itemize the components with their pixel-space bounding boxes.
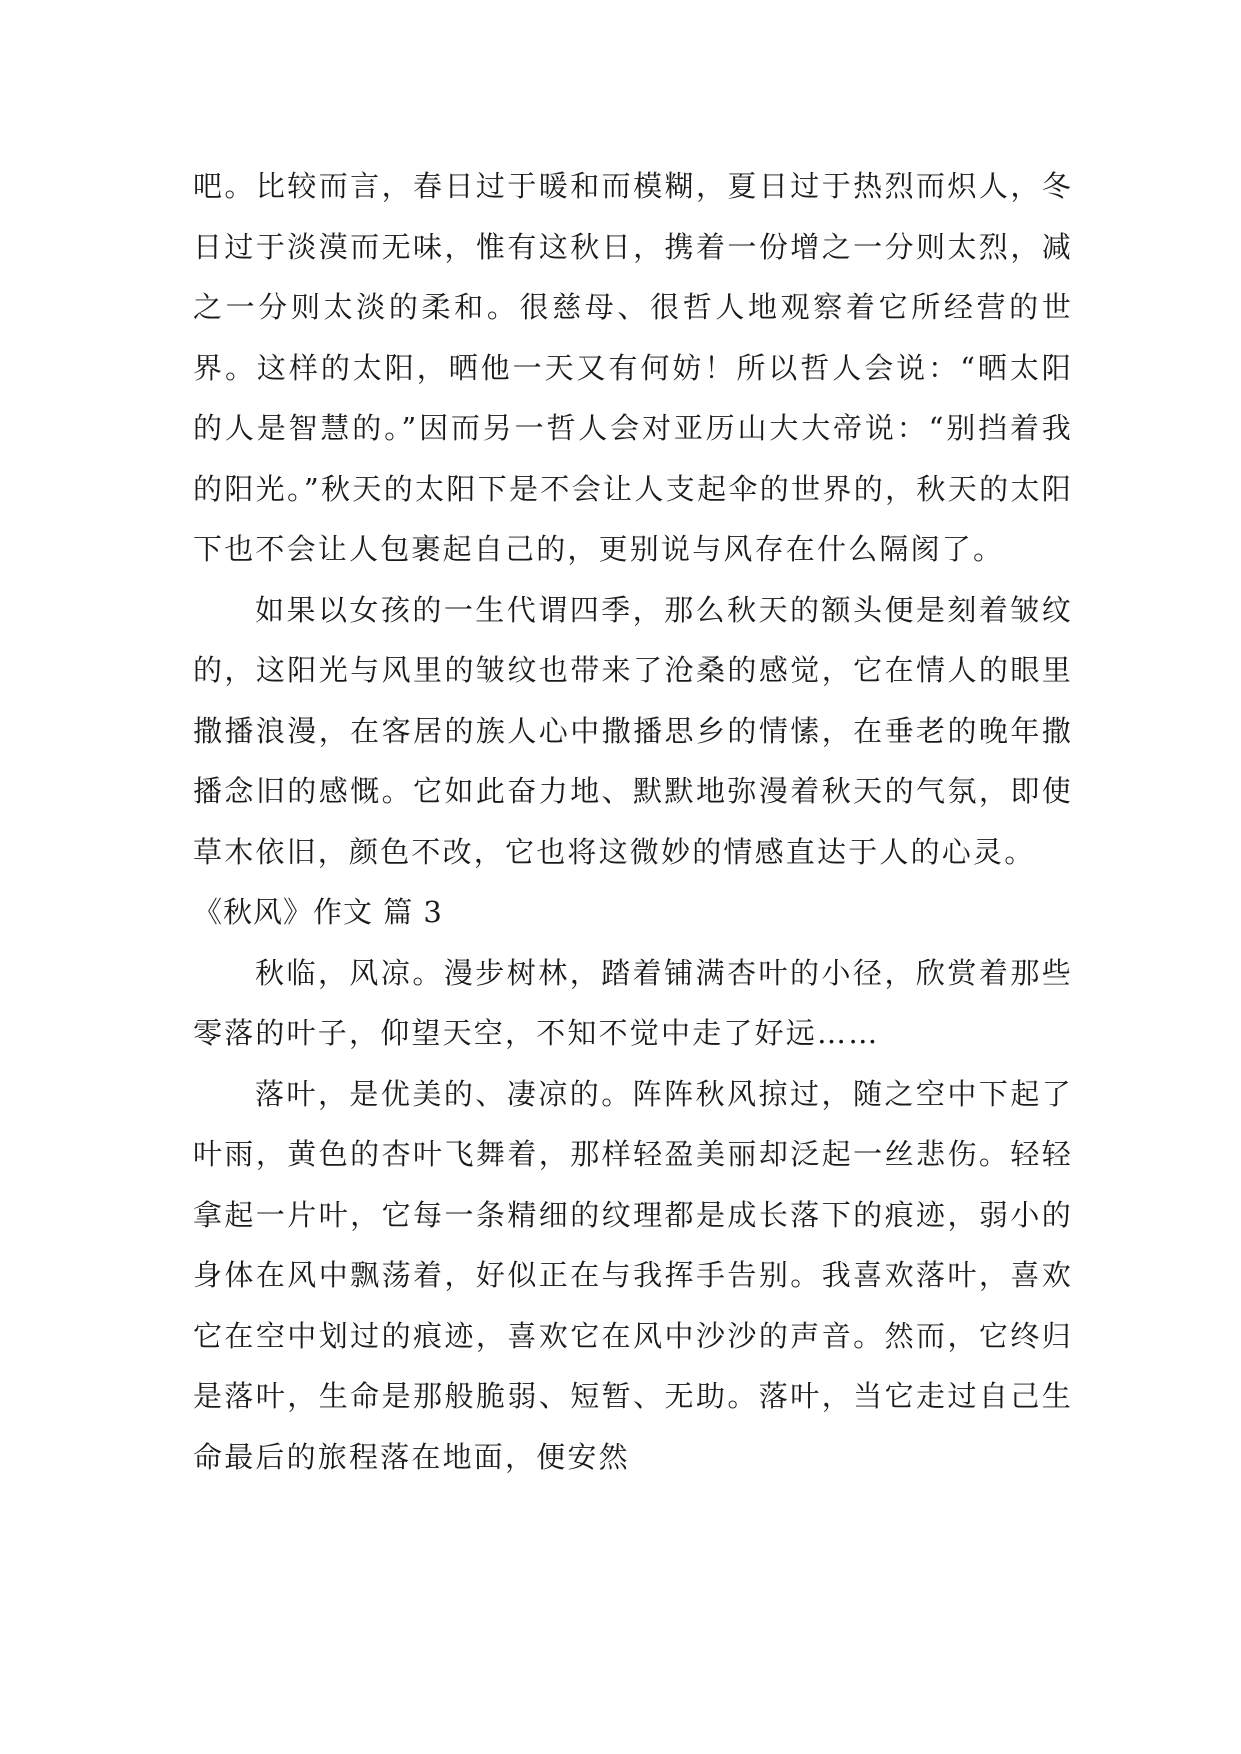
paragraph-fallen-leaves: 落叶，是优美的、凄凉的。阵阵秋风掠过，随之空中下起了叶雨，黄色的杏叶飞舞着，那样轻盈美丽却泛起一丝悲伤。轻轻拿起一片叶，它每一条精细的纹理都是成长落下的痕迹，弱小的身体在风中飘荡着，好似正在与我挥手告别。我喜欢落叶，喜欢它在空中划过的痕迹，喜欢它在风中沙沙的声音。然而，它终归是落叶，生命是那般脆弱、短暂、无助。落叶，当它走过自己生命最后的旅程落在地面，便安然 [193, 1076, 1073, 1474]
paragraph-autumn-wrinkles: 如果以女孩的一生代谓四季，那么秋天的额头便是刻着皱纹的，这阳光与风里的皱纹也带来了沧桑的感觉，它在情人的眼里撒播浪漫，在客居的族人心中撒播思乡的情愫，在垂老的晚年撒播念旧的感慨。它如此奋力地、默默地弥漫着秋天的气氛，即使草木依旧，颜色不改，它也将这微妙的情感直达于人的心灵。 [193, 592, 1073, 869]
paragraph-walk-in-woods: 秋临，风凉。漫步树林，踏着铺满杏叶的小径，欣赏着那些零落的叶子，仰望天空，不知不觉中走了好远…… [193, 955, 1073, 1050]
section-heading: 《秋风》作文 篇 3 [193, 895, 443, 929]
paragraph-autumn-sun: 吧。比较而言，春日过于暖和而模糊，夏日过于热烈而炽人，冬日过于淡漠而无味，惟有这秋日，携着一份增之一分则太烈，减之一分则太淡的柔和。很慈母、很哲人地观察着它所经营的世界。这样的太阳，晒他一天又有何妨！所以哲人会说：“晒太阳的人是智慧的。”因而另一哲人会对亚历山大大帝说：“别挡着我的阳光。”秋天的太阳下是不会让人支起伞的世界的，秋天的太阳下也不会让人包裹起自己的，更别说与风存在什么隔阂了。 [193, 169, 1073, 566]
document-body [193, 156, 1073, 1487]
